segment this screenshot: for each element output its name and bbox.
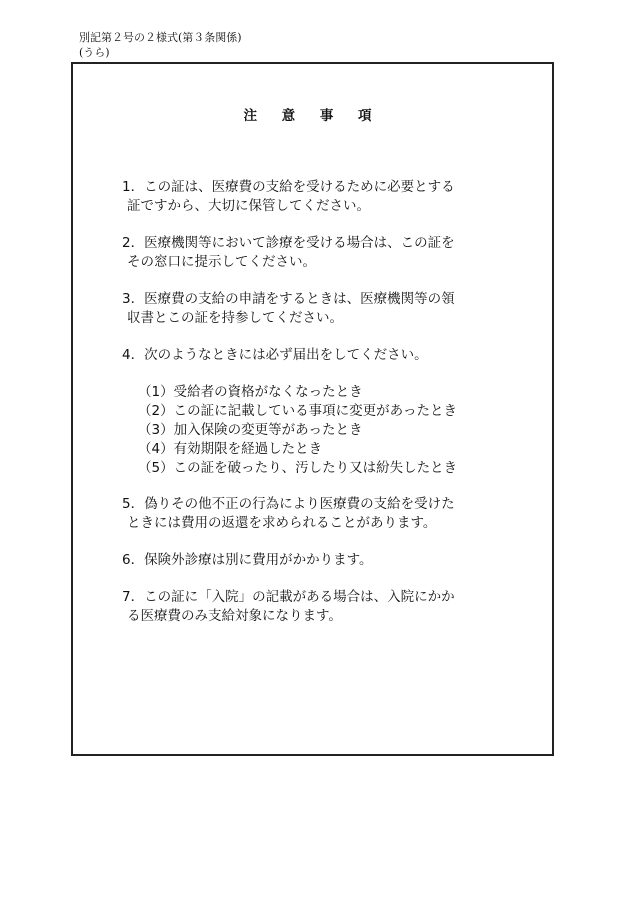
notice-item-4-line1: 4．次のようなときには必ず届出をしてください。 xyxy=(122,347,428,363)
notice-item-1-line1: 1．この証は、医療費の支給を受けるために必要とする xyxy=(122,179,455,195)
notice-title: 注 意 事 項 xyxy=(243,108,382,124)
notice-item-2-line2: その窓口に提示してください。 xyxy=(127,254,316,270)
page-side-label: (うら) xyxy=(79,46,110,59)
subitem-1: （1）受給者の資格がなくなったとき xyxy=(138,384,363,400)
notice-item-3 xyxy=(122,290,502,328)
notice-item-1-line2: 証ですから、大切に保管してください。 xyxy=(127,198,370,214)
notice-item-5 xyxy=(122,495,502,533)
form-number-label: 別記第２号の２様式(第３条関係) xyxy=(79,31,242,44)
subitem-2: （2）この証に記載している事項に変更があったとき xyxy=(138,403,457,419)
notice-item-5-line1: 5．偽りその他不正の行為により医療費の支給を受けた xyxy=(122,496,455,512)
notice-item-3-line1: 3．医療費の支給の申請をするときは、医療機関等の領 xyxy=(122,291,455,307)
notice-item-2-line1: 2．医療機関等において診療を受ける場合は、この証を xyxy=(122,235,455,251)
notice-frame xyxy=(71,62,554,756)
notice-item-6-line1: 6．保険外診療は別に費用がかかります。 xyxy=(122,552,373,568)
subitem-5: （5）この証を破ったり、汚したり又は紛失したとき xyxy=(138,460,458,476)
notice-item-7-line1: 7．この証に「入院」の記載がある場合は、入院にかか xyxy=(122,589,455,605)
notice-item-6 xyxy=(122,551,502,570)
subitem-3: （3）加入保険の変更等があったとき xyxy=(138,422,363,438)
notice-item-5-line2: ときには費用の返還を求められることがあります。 xyxy=(127,515,437,531)
notice-item-3-line2: 収書とこの証を持参してください。 xyxy=(127,310,343,326)
notice-item-7 xyxy=(122,588,502,626)
notice-item-4 xyxy=(122,346,502,365)
notice-item-7-line2: る医療費のみ支給対象になります。 xyxy=(127,608,342,624)
subitem-4: （4）有効期限を経過したとき xyxy=(138,441,323,457)
notice-item-1 xyxy=(122,178,502,216)
notice-subitems xyxy=(138,383,457,478)
notice-item-2 xyxy=(122,234,502,272)
